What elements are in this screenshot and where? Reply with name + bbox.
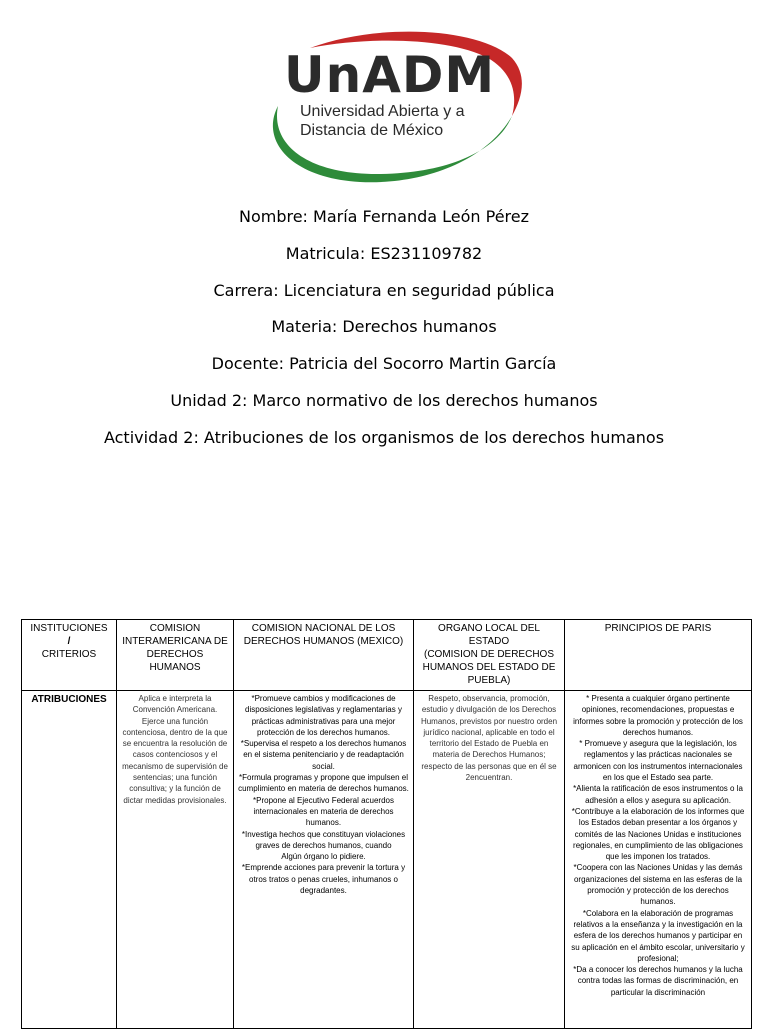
- info-actividad: Actividad 2: Atribuciones de los organismos de los derechos humanos: [103, 427, 665, 447]
- header-local: [414, 620, 565, 691]
- logo-subtitle-line2: Distancia de México: [300, 122, 444, 139]
- row-label-atribuciones: ATRIBUCIONES: [22, 691, 117, 1029]
- comparison-table: [21, 619, 752, 1029]
- cndh-item: *Formula programas y propone que impulsen el cumplimiento en materia de derechos humanos.: [238, 773, 409, 794]
- header-criterios: [22, 620, 117, 691]
- table-row-atribuciones: [22, 691, 752, 1029]
- cndh-item: Algún órgano lo pidiere.: [281, 852, 366, 862]
- info-carrera: Carrera: Licenciatura en seguridad pública: [213, 280, 555, 300]
- header-criterios-line3: CRITERIOS: [41, 649, 97, 660]
- cell-cidh: Aplica e interpreta la Convención Americana. Ejerce una función contenciosa, dentro de la que se encuentra la resolución de casos contenciosos y el mecanismo de supervisión de sentencias; una función consultiva; y la función de dictar medidas provisionales.: [117, 691, 234, 1029]
- logo-title: UnADM: [284, 46, 496, 104]
- header-local-line1: ORGANO LOCAL DEL ESTADO: [438, 623, 540, 647]
- cndh-item: *Supervisa el respeto a los derechos humanos en el sistema penitenciario y de readaptación social.: [240, 739, 407, 771]
- paris-item: *Contribuye a la elaboración de los informes que los Estados deban presentar a los órganos y comités de las Naciones Unidas e instituciones regionales, en cumplimiento de las obligaciones que les imponen los tratados.: [571, 806, 745, 862]
- info-matricula: Matricula: ES231109782: [285, 243, 483, 263]
- paris-item: * Presenta a cualquier órgano pertinente opiniones, recomendaciones, propuestas e informes sobre la promoción y protección de los derechos humanos.: [573, 694, 743, 737]
- paris-item: *Coopera con las Naciones Unidas y las demás organizaciones del sistema en las esferas de la promoción y protección de los derechos humanos.: [573, 863, 743, 907]
- header-paris: PRINCIPIOS DE PARIS: [565, 620, 752, 691]
- student-info: [0, 204, 768, 462]
- cndh-item: *Emprende acciones para prevenir la tortura y otros tratos o penas crueles, inhumanos o degradantes.: [241, 863, 406, 896]
- logo-subtitle-line1: Universidad Abierta y a: [300, 103, 465, 120]
- paris-item: *Colabora en la elaboración de programas relativos a la enseñanza y la investigación en la esfera de los derechos humanos y participar en su aplicación en el ámbito escolar, universitario y profesional;: [571, 908, 745, 963]
- table-header-row: [22, 620, 752, 691]
- header-criterios-line2: /: [67, 636, 71, 647]
- info-materia: Materia: Derechos humanos: [271, 317, 497, 337]
- cell-cndh: [234, 691, 414, 1029]
- paris-item: *Alienta la ratificación de esos instrumentos o la adhesión a ellos y asegura su aplicación.: [573, 784, 743, 805]
- paris-item: * Promueve y asegura que la legislación, los reglamentos y las prácticas nacionales se armonicen con los instrumentos internacionales en los que el Estado sea parte.: [573, 739, 743, 783]
- header-cndh: COMISION NACIONAL DE LOS DERECHOS HUMANOS (MEXICO): [234, 620, 414, 691]
- info-docente: Docente: Patricia del Socorro Martin García: [211, 354, 557, 374]
- cell-paris: [565, 691, 752, 1029]
- header-criterios-line1: INSTITUCIONES: [30, 623, 108, 634]
- info-unidad: Unidad 2: Marco normativo de los derechos humanos: [170, 390, 598, 410]
- info-nombre: Nombre: María Fernanda León Pérez: [238, 207, 530, 226]
- header-local-line2: (COMISION DE DERECHOS HUMANOS DEL ESTADO DE PUEBLA): [422, 649, 556, 686]
- cndh-item: *Propone al Ejecutivo Federal acuerdos internacionales en materia de derechos humanos.: [253, 795, 394, 828]
- cell-local: Respeto, observancia, promoción, estudio y divulgación de los Derechos Humanos, previstos por nuestro orden jurídico nacional, aplicable en todo el territorio del Estado de Puebla en materia de Derechos Humanos; respecto de las personas que en él se 2encuentran.: [414, 691, 565, 1029]
- header-cidh: COMISION INTERAMERICANA DE DERECHOS HUMANOS: [117, 620, 234, 691]
- unadm-logo: [250, 28, 530, 188]
- logo-subtitle: [300, 102, 490, 140]
- paris-item: *Da a conocer los derechos humanos y la lucha contra todas las formas de discriminación, en particular la discriminación: [573, 965, 743, 997]
- cndh-item: *Promueve cambios y modificaciones de disposiciones legislativas y reglamentarias y prácticas administrativas para una mejor protección de los derechos humanos.: [245, 694, 402, 737]
- cndh-item: *Investiga hechos que constituyan violaciones graves de derechos humanos, cuando: [241, 829, 406, 850]
